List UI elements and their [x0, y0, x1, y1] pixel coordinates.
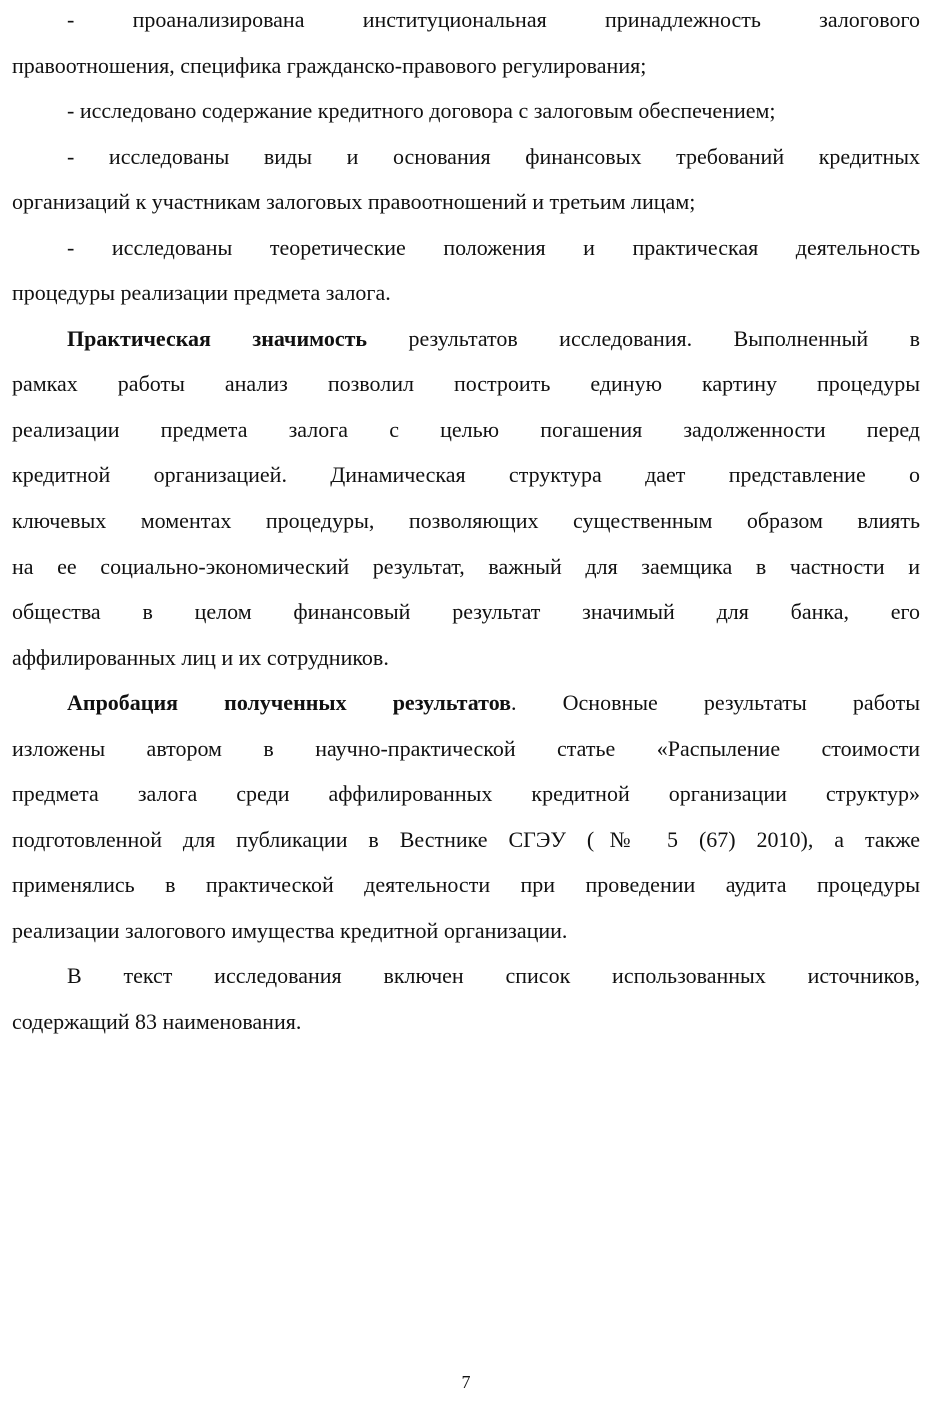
line-text: аффилированных лиц и их сотрудников. — [12, 644, 389, 670]
line-text: содержащий 83 наименования. — [12, 1009, 302, 1035]
text-line — [12, 270, 920, 316]
text-line — [12, 452, 920, 498]
text-line — [12, 316, 920, 362]
bold-heading: Практическая значимость — [67, 325, 368, 351]
text-line — [12, 862, 920, 908]
line-text: применялись в практической деятельности при проведении аудита процедуры — [12, 872, 920, 898]
line-text: изложены автором в научно-практической статье «Распыление стоимости — [12, 735, 920, 761]
line-text: реализации предмета залога с целью погашения задолженности перед — [12, 416, 920, 442]
line-text: правоотношения, специфика гражданско-правового регулирования; — [12, 52, 647, 78]
line-text: на ее социально-экономический результат, важный для заемщика в частности и — [12, 553, 920, 579]
text-line — [12, 498, 920, 544]
text-line — [12, 407, 920, 453]
paragraph — [12, 953, 920, 1044]
text-line — [12, 179, 920, 225]
page-number: 7 — [461, 1372, 471, 1392]
text-line — [12, 544, 920, 590]
text-line — [12, 817, 920, 863]
line-text: - проанализирована институциональная принадлежность залогового — [67, 7, 920, 32]
text-line — [12, 589, 920, 635]
line-text: рамках работы анализ позволил построить единую картину процедуры — [12, 371, 920, 397]
text-line — [12, 771, 920, 817]
text-line — [12, 680, 920, 726]
text-line — [12, 726, 920, 772]
line-text: организаций к участникам залоговых правоотношений и третьим лицам; — [12, 189, 696, 215]
bold-heading: Апробация полученных результатов — [67, 690, 512, 716]
line-text: - исследованы теоретические положения и практическая деятельность — [67, 234, 920, 260]
line-text: кредитной организацией. Динамическая структура дает представление о — [12, 462, 920, 488]
line-text: общества в целом финансовый результат значимый для банка, его — [12, 599, 920, 625]
text-line — [12, 225, 920, 271]
paragraph — [12, 316, 920, 680]
line-text: . Основные результаты работы — [511, 690, 920, 716]
text-line — [12, 88, 920, 134]
paragraph — [12, 88, 920, 134]
text-line — [12, 953, 920, 999]
document-body — [12, 0, 920, 1045]
paragraph — [12, 680, 920, 953]
line-text: В текст исследования включен список использованных источников, — [67, 963, 920, 989]
line-text: - исследовано содержание кредитного договора с залоговым обеспечением; — [67, 98, 776, 124]
line-text: подготовленной для публикации в Вестнике СГЭУ (№ 5 (67) 2010), а также — [12, 826, 920, 852]
text-line — [12, 908, 920, 954]
text-line — [12, 134, 920, 180]
line-text: результатов исследования. Выполненный в — [367, 325, 920, 351]
text-line — [12, 0, 920, 43]
paragraph — [12, 0, 920, 88]
line-text: процедуры реализации предмета залога. — [12, 280, 391, 306]
paragraph — [12, 134, 920, 225]
line-text: предмета залога среди аффилированных кредитной организации структур» — [12, 781, 920, 807]
text-line — [12, 999, 920, 1045]
line-text: ключевых моментах процедуры, позволяющих существенным образом влиять — [12, 508, 920, 534]
paragraph — [12, 225, 920, 316]
text-line — [12, 635, 920, 681]
line-text: - исследованы виды и основания финансовых требований кредитных — [67, 143, 920, 169]
text-line — [12, 361, 920, 407]
line-text: реализации залогового имущества кредитной организации. — [12, 917, 568, 943]
text-line — [12, 43, 920, 89]
